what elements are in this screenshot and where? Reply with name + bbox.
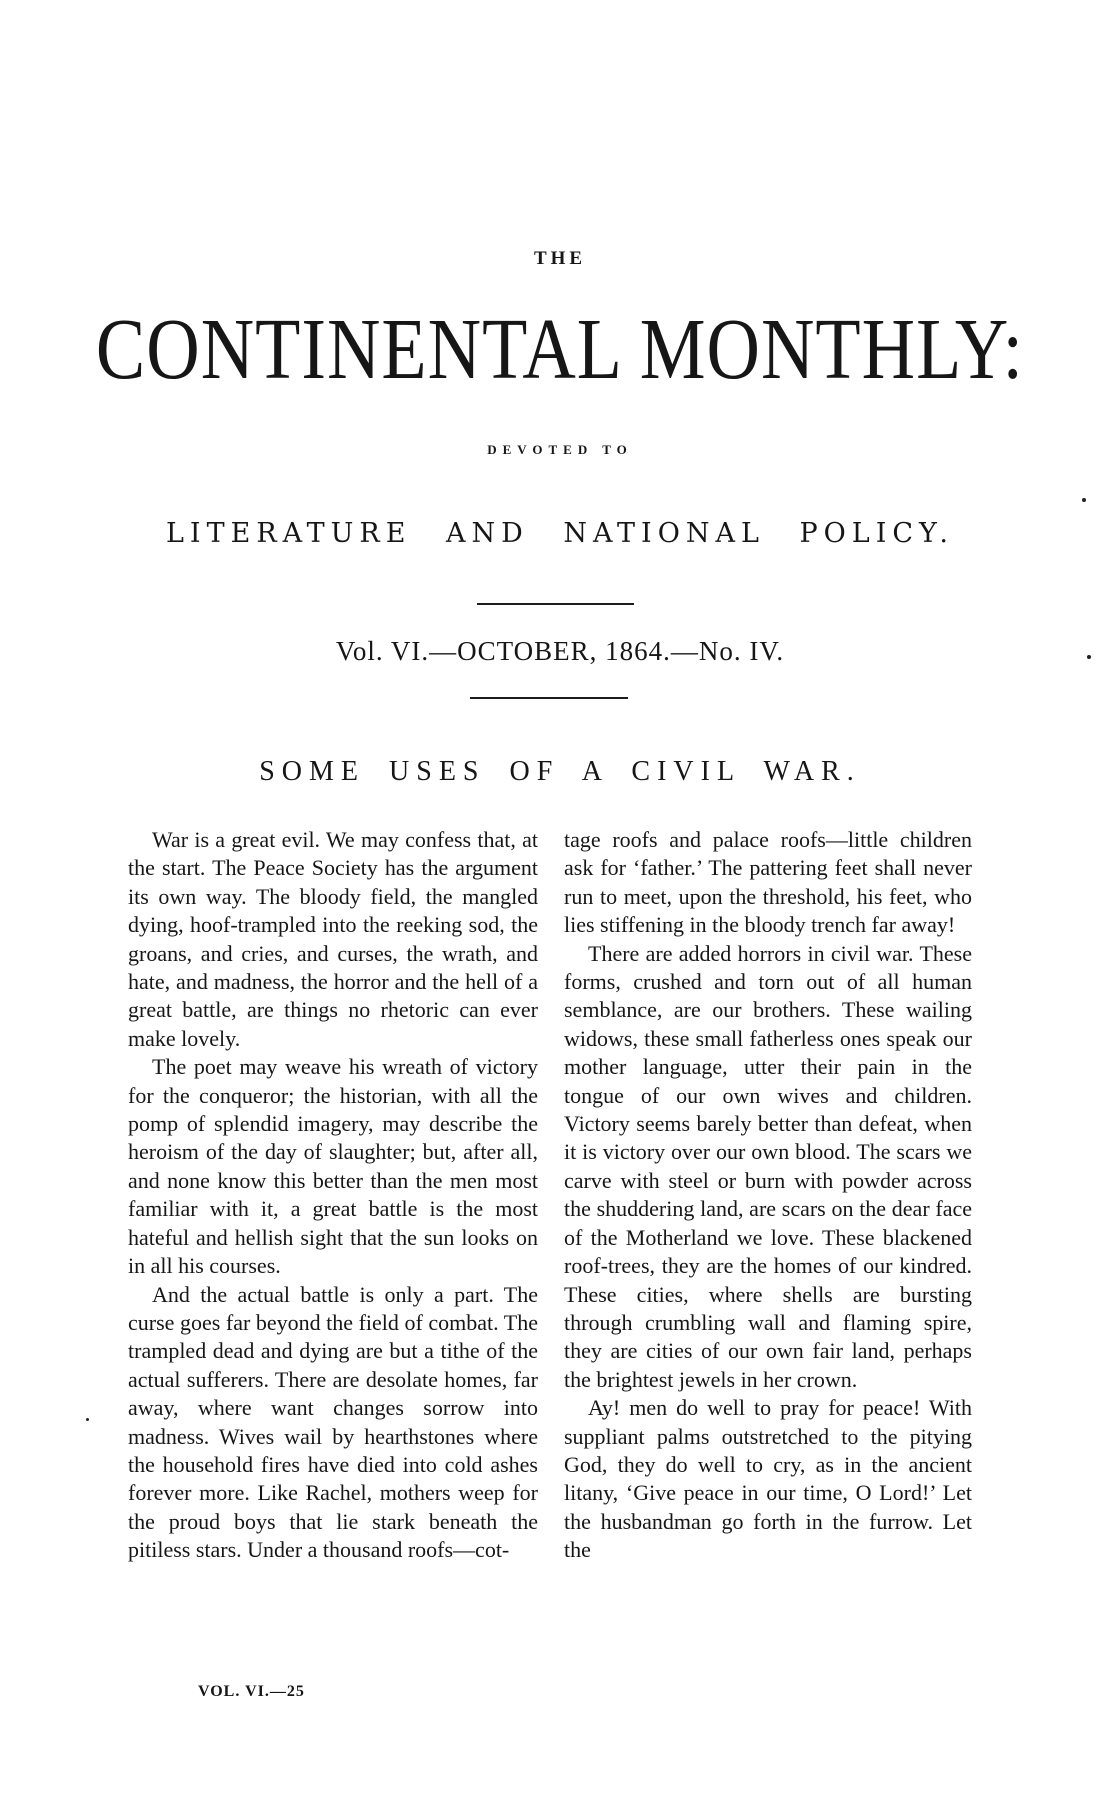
article-title: SOME USES OF A CIVIL WAR. xyxy=(259,756,861,787)
masthead-subtitle: LITERATURE AND NATIONAL POLICY. xyxy=(166,518,954,549)
paragraph: The poet may weave his wreath of victory for the conqueror; the historian, with all the pomp of splendid imagery, may describe the heroism of the day of slaughter; but, after all, and none know this better than the men most familiar with it, a great battle is the most hateful and hellish sight that the sun looks on in all his courses. xyxy=(128,1054,538,1279)
top-rule xyxy=(477,603,634,605)
left-column xyxy=(128,826,538,1565)
paragraph: War is a great evil. We may confess that, at the start. The Peace Society has the argument its own way. The bloody field, the mangled dying, hoof-trampled into the reeking sod, the groans, and cries, and curses, the wrath, and hate, and madness, the horror and the hell of a great battle, are things no rhetoric can ever make lovely. xyxy=(128,827,538,1051)
paragraph: There are added horrors in civil war. These forms, crushed and torn out of all human semblance, are our brothers. These wailing widows, these small fatherless ones speak our mother language, utter their pain in the tongue of our own wives and children. Victory seems barely better than defeat, when it is victory over our own blood. The scars we carve with steel or burn with powder across the shuddering land, are scars on the dear face of the Motherland we love. These blackened roof-trees, they are the homes of our kindred. These cities, where shells are bursting through crumbling wall and flaming spire, they are cities of our own fair land, perhaps the brightest jewels in her crown. xyxy=(564,940,972,1392)
bottom-rule xyxy=(470,697,628,699)
ink-speck xyxy=(86,1418,89,1421)
ink-speck xyxy=(1087,655,1091,659)
page-folio: VOL. VI.—25 xyxy=(198,1683,305,1700)
right-column xyxy=(564,826,972,1565)
paragraph: And the actual battle is only a part. The curse goes far beyond the field of combat. The trampled dead and dying are but a tithe of the actual sufferers. There are desolate homes, far away, where want changes sorrow into madness. Wives wail by hearthstones where the household fires have died into cold ashes forever more. Like Rachel, mothers weep for the proud boys that lie stark beneath the pitiless stars. Under a thousand roofs—cot- xyxy=(128,1281,538,1563)
issue-line: Vol. VI.—OCTOBER, 1864.—No. IV. xyxy=(335,636,785,666)
masthead-the: THE xyxy=(533,248,587,269)
paragraph: tage roofs and palace roofs—little children ask for ‘father.’ The pattering feet shall never run to meet, upon the threshold, his feet, who lies stiffening in the bloody trench far away! xyxy=(564,827,972,938)
paragraph: Ay! men do well to pray for peace! With suppliant palms outstretched to the pitying God, they do well to cry, as in the ancient litany, ‘Give peace in our time, O Lord!’ Let the husbandman go forth in the furrow. Let the xyxy=(564,1395,972,1563)
masthead-title: CONTINENTAL MONTHLY: xyxy=(95,301,1025,398)
masthead-devoted-to: DEVOTED TO xyxy=(487,442,633,457)
ink-speck xyxy=(1082,498,1086,502)
